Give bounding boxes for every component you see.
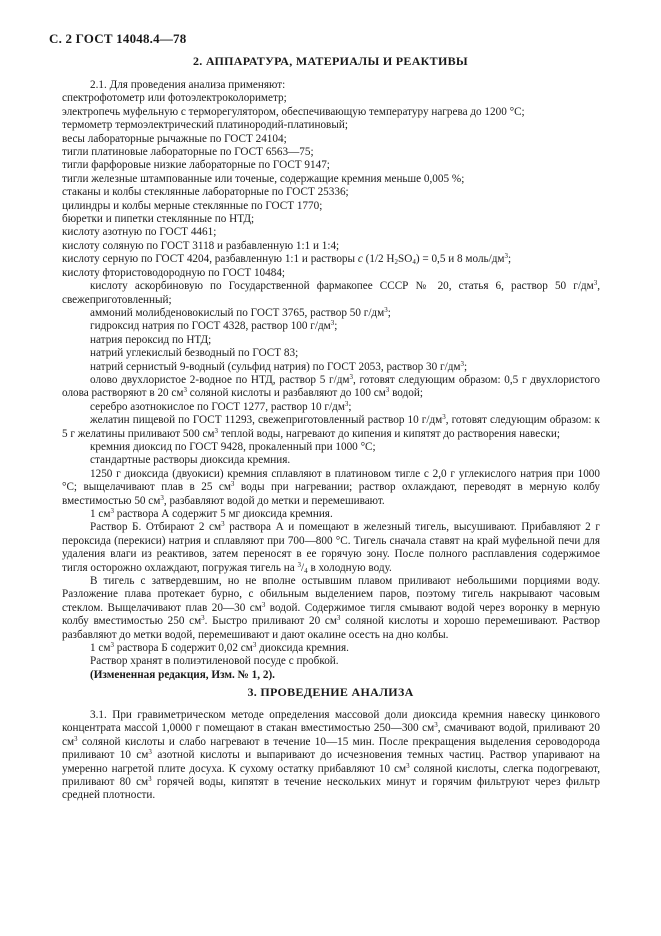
equipment-item: термометр термоэлектрический платинородий-платиновый; bbox=[62, 119, 348, 132]
reagent-item: серебро азотнокислое по ГОСТ 1277, раствор 10 $г/дм^3$; bbox=[90, 399, 352, 413]
intro-line: 2.1. Для проведения анализа применяют: bbox=[90, 79, 286, 91]
equipment-item: стаканы и колбы стеклянные лабораторные по ГОСТ 25336; bbox=[62, 186, 349, 199]
running-head: С. 2 ГОСТ 14048.4—78 bbox=[49, 31, 187, 46]
reagent-item-gelatin: желатин пищевой по ГОСТ 11293, свежеприготовленный раствор 10 $г/дм^3$, готовят следующим образом: к 5 г желатины приливают 500 $см^3$ теплой воды, нагревают до кипения и кипятят до растворения навески; bbox=[62, 413, 600, 440]
revision-note: (Измененная редакция, Изм. № 1, 2). bbox=[90, 668, 275, 681]
section-3-heading: 3. ПРОВЕДЕНИЕ АНАЛИЗА bbox=[247, 685, 414, 699]
equipment-item: тигли железные штампованные или точеные, содержащие кремния меньше 0,005 %; bbox=[62, 172, 465, 185]
reagent-item: кислоту фтористоводородную по ГОСТ 10484; bbox=[62, 266, 286, 279]
reagent-item-tin: олово двухлористое 2-водное по НТД, раствор 5 $г/дм^3$, готовят следующим образом: 0,5 г двухлористого олова растворяют в 20 $см^3$ соляной кислоты и разбавляют до 100 $см^3$ водой; bbox=[62, 372, 600, 400]
reagent-item: кремния диоксид по ГОСТ 9428, прокаленный при 1000 °С; bbox=[90, 440, 376, 453]
reagent-item-sulfuric: кислоту серную по ГОСТ 4204, разбавленную 1:1 и растворы c (1/2 $H_2SO_4) = 0,5$ и 8 моль/$дм^3$; bbox=[62, 252, 512, 267]
reagent-item: кислоту азотную по ГОСТ 4461; bbox=[62, 226, 217, 239]
paragraph-solution-b: Раствор Б. Отбирают 2 $см^3$ раствора А и помещают в железный тигель, высушивают. Прибавляют 2 г пероксида (перекиси) натрия и сплавляют при 700—800 °С. Тигель сначала ставят на край муфельной печи для удаления влаги из реактивов, затем переносят в ее горячую зону. После полного расплавления содержимое тигля осторожно охлаждают, погружая тигель на $^3/_4$ в холодную воду. bbox=[62, 520, 600, 575]
equipment-item: электропечь муфельную с терморегулятором, обеспечивающую температуру нагрева до 1200 °С; bbox=[62, 105, 525, 118]
equipment-item: весы лабораторные рычажные по ГОСТ 24104; bbox=[62, 132, 287, 145]
equipment-item: цилиндры и колбы мерные стеклянные по ГОСТ 1770; bbox=[62, 199, 323, 212]
section-2-heading: 2. АППАРАТУРА, МАТЕРИАЛЫ И РЕАКТИВЫ bbox=[192, 54, 469, 68]
paragraph-solution-a: 1250 г диоксида (двуокиси) кремния сплавляют в платиновом тигле с 2,0 г углекислого натрия при 1000 °С; выщелачивают плав в 25 $см^3$ воды при нагревании; раствор охлаждают, переводят в мерную колбу вместимостью 50 $см^3$, разбавляют водой до метки и перемешивают. bbox=[62, 467, 601, 507]
paragraph-3-1: 3.1. При гравиметрическом методе определения массовой доли диоксида кремния навеску цинкового концентрата массой 1,0000 г помещают в стакан вместимостью 250—300 $см^3$, смачивают водой, приливают 20 $см^3$ соляной кислоты и слабо нагревают в течение 10—15 мин. После прекращения выделения сероводорода приливают 10 $см^3$ азотной кислоты и выпаривают до исчезновения темных частиц. Раствор упаривают на умеренно нагретой плите досуха. К сухому остатку прибавляют 10 $см^3$ соляной кислоты, слегка подогревают, приливают 80 $см^3$ горячей воды, кипятят в течение нескольких минут и горячим фильтруют через фильтр средней плотности. bbox=[62, 709, 601, 802]
reagent-item: стандартные растворы диоксида кремния. bbox=[90, 454, 291, 467]
paragraph-crucible: В тигель с затвердевшим, но не вполне остывшим плавом приливают небольшими порциями воду. Разложение плава протекает бурно, с обильным выделением паров, поэтому тигель накрывают часовым стеклом. Выщелачивают плав 20—30 $см^3$ водой. Содержимое тигля смывают водой через воронку в мерную колбу вместимостью 250 $см^3$. Быстро приливают 20 $см^3$ соляной кислоты и хорошо перемешивают. Раствор разбавляют до метки водой, перемешивают и дают окалине осесть на дно колбы. bbox=[62, 575, 600, 641]
equipment-item: бюретки и пипетки стеклянные по НТД; bbox=[62, 213, 255, 226]
equipment-item: спектрофотометр или фотоэлектроколориметр; bbox=[62, 92, 287, 105]
section-3-body bbox=[62, 709, 600, 803]
paragraph-solution-b-concentration: 1 $см^3$ раствора Б содержит 0,02 $см^3$ диоксида кремния. bbox=[90, 641, 349, 655]
equipment-item: тигли платиновые лабораторные по ГОСТ 6563—75; bbox=[62, 146, 314, 159]
equipment-item: тигли фарфоровые низкие лабораторные по ГОСТ 9147; bbox=[62, 159, 330, 172]
reagent-item: натрий сернистый 9-водный (сульфид натрия) по ГОСТ 2053, раствор 30 $г/дм^3$; bbox=[90, 359, 468, 373]
reagent-item: аммоний молибденовокислый по ГОСТ 3765, раствор 50 $г/дм^3$; bbox=[90, 305, 391, 319]
reagent-item-ascorbic: кислоту аскорбиновую по Государственной фармакопее СССР № 20, статья 6, раствор 50 $г/дм^3$, свежеприготовленный; bbox=[62, 279, 600, 306]
section-2-body bbox=[62, 79, 600, 682]
paragraph-solution-a-concentration: 1 $см^3$ раствора А содержит 5 мг диоксида кремния. bbox=[90, 507, 333, 520]
reagent-item: натрия пероксид по НТД; bbox=[90, 333, 212, 346]
reagent-item: натрий углекислый безводный по ГОСТ 83; bbox=[90, 347, 299, 360]
reagent-item: кислоту соляную по ГОСТ 3118 и разбавленную 1:1 и 1:4; bbox=[62, 239, 340, 252]
reagent-item: гидроксид натрия по ГОСТ 4328, раствор 100 $г/дм^3$; bbox=[90, 319, 338, 333]
paragraph-storage: Раствор хранят в полиэтиленовой посуде с пробкой. bbox=[90, 655, 339, 668]
